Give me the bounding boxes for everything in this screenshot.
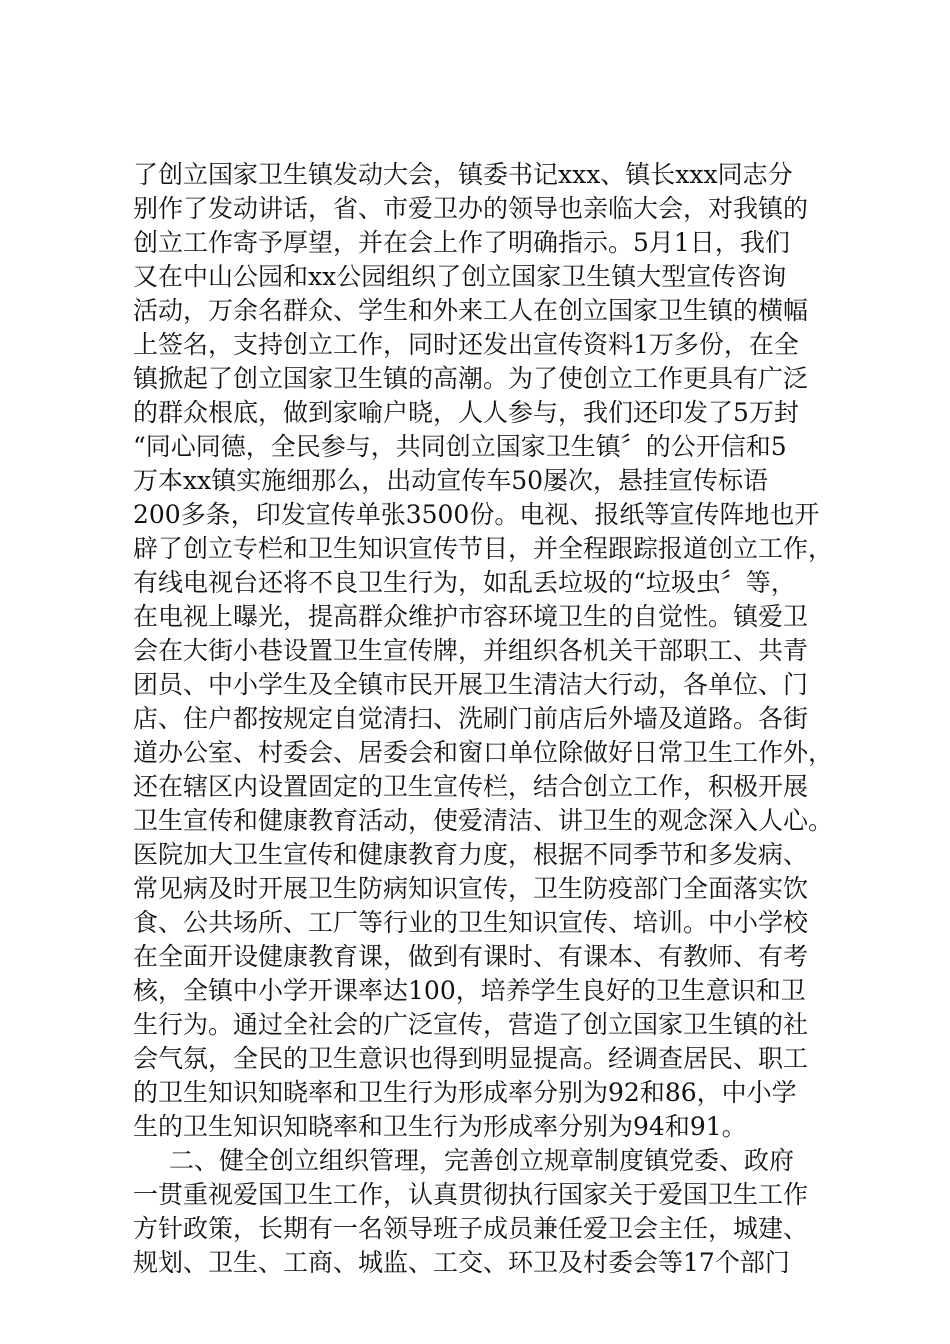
text-line: 还在辖区内设置固定的卫生宣传栏，结合创立工作，积极开展 [133,772,809,801]
text-line: 卫生宣传和健康教育活动，使爱清洁、讲卫生的观念深入人心。 [133,806,833,835]
section-heading-line: 二、健全创立组织管理，完善创立规章制度镇党委、政府 [169,1146,795,1175]
text-line: 又在中山公园和xx公园组织了创立国家卫生镇大型宣传咨询 [133,262,787,291]
text-line: 食、公共场所、工厂等行业的卫生知识宣传、培训。中小学校 [133,908,809,937]
text-line: 在电视上曝光，提高群众维护市容环境卫生的自觉性。镇爱卫 [133,602,809,631]
text-line: 一贯重视爱国卫生工作，认真贯彻执行国家关于爱国卫生工作 [133,1180,809,1209]
text-line: 活动，万余名群众、学生和外来工人在创立国家卫生镇的横幅 [133,296,809,325]
text-line: 万本xx镇实施细那么，出动宣传车50屡次，悬挂宣传标语 [133,466,769,495]
body-text [133,158,833,1280]
text-line: 核，全镇中小学开课率达100，培养学生良好的卫生意识和卫 [133,976,806,1005]
text-line: 会在大街小巷设置卫生宣传牌，并组织各机关干部职工、共青 [133,636,809,665]
text-line: 会气氛，全民的卫生意识也得到明显提高。经调查居民、职工 [133,1044,809,1073]
text-line: 店、住户都按规定自觉清扫、洗刷门前店后外墙及道路。各街 [133,704,809,733]
text-line: 辟了创立专栏和卫生知识宣传节目，并全程跟踪报道创立工作， [133,534,833,563]
text-line: 有线电视台还将不良卫生行为，如乱丢垃圾的“垃圾虫〞等， [133,568,796,597]
text-line: 了创立国家卫生镇发动大会，镇委书记xxx、镇长xxx同志分 [133,160,793,189]
text-line: 医院加大卫生宣传和健康教育力度，根据不同季节和多发病、 [133,840,809,869]
text-line: “同心同德，全民参与，共同创立国家卫生镇〞的公开信和5 [133,432,787,461]
text-line: 方针政策，长期有一名领导班子成员兼任爱卫会主任，城建、 [133,1214,809,1243]
text-line: 规划、卫生、工商、城监、工交、环卫及村委会等17个部门 [133,1248,790,1277]
text-line: 在全面开设健康教育课，做到有课时、有课本、有教师、有考 [133,942,809,971]
text-line: 的群众根底，做到家喻户晓，人人参与，我们还印发了5万封 [133,398,799,427]
text-line: 生行为。通过全社会的广泛宣传，营造了创立国家卫生镇的社 [133,1010,809,1039]
text-line: 道办公室、村委会、居委会和窗口单位除做好日常卫生工作外， [133,738,833,767]
text-line: 别作了发动讲话，省、市爱卫办的领导也亲临大会，对我镇的 [133,194,809,223]
text-line: 创立工作寄予厚望，并在会上作了明确指示。5月1日，我们 [133,228,790,257]
text-line: 上签名，支持创立工作，同时还发出宣传资料1万多份，在全 [133,330,799,359]
text-line: 团员、中小学生及全镇市民开展卫生清洁大行动，各单位、门 [133,670,809,699]
text-line: 常见病及时开展卫生防病知识宣传，卫生防疫部门全面落实饮 [133,874,809,903]
text-line: 生的卫生知识知晓率和卫生行为形成率分别为94和91。 [133,1112,747,1141]
text-line: 的卫生知识知晓率和卫生行为形成率分别为92和86，中小学 [133,1078,797,1107]
text-line: 200多条，印发宣传单张3500份。电视、报纸等宣传阵地也开 [133,500,820,529]
text-line: 镇掀起了创立国家卫生镇的高潮。为了使创立工作更具有广泛 [133,364,809,393]
